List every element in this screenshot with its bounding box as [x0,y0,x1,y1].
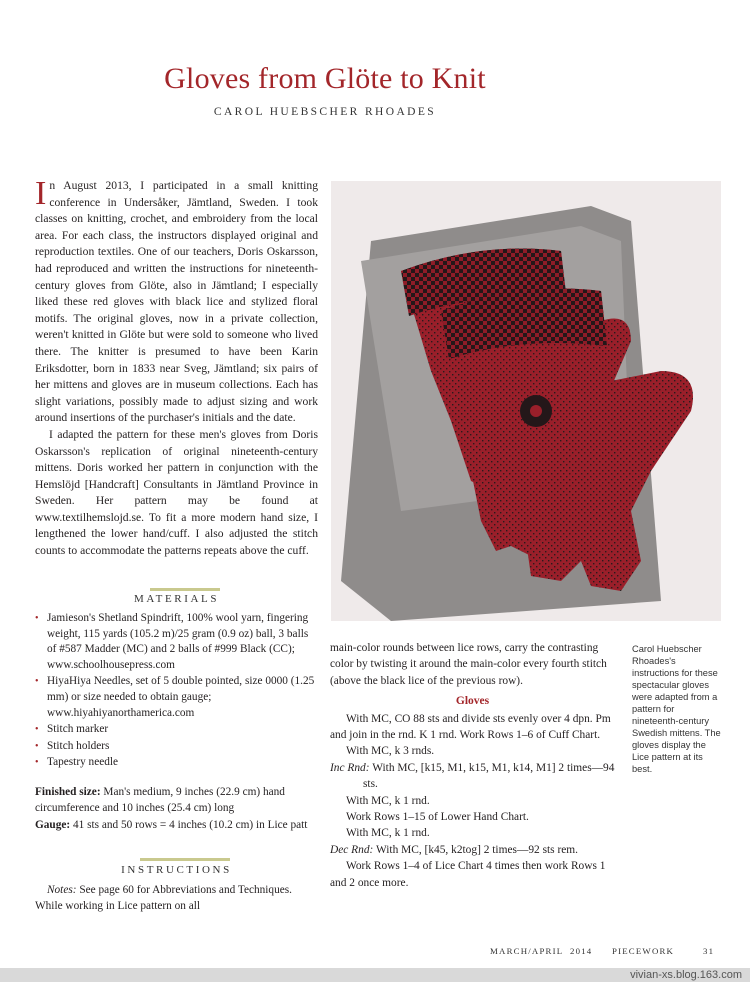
notes-paragraph [35,882,318,915]
pattern-step: Work Rows 1–4 of Lice Chart 4 times then work Rows 1 and 2 once more. [330,860,606,889]
footer-year: 2014 [570,946,593,956]
list-item: • HiyaHiya Needles, set of 5 double pointed, size 0000 (1.25 mm) or size needed to obtain gauge; www.hiyahiyanorthamerica.com [35,674,318,721]
pattern-step: With MC, k 1 rnd. [346,794,430,807]
footer-issue: MARCH/APRIL [490,946,564,956]
notes-label: Notes: [47,884,77,896]
inc-label: Inc Rnd: [330,761,370,774]
gloves-photo [331,181,721,621]
article-title: Gloves from Glöte to Knit [164,62,486,95]
materials-heading: MATERIALS [133,593,220,605]
dec-text: With MC, [k45, k2tog] 2 times—92 sts rem. [373,843,579,856]
pattern-step: With MC, k 1 rnd. [346,827,430,840]
finished-size-label: Finished size: [35,786,101,798]
list-item: • Jamieson's Shetland Spindrift, 100% wool yarn, fingering weight, 115 yards (105.2 m)/25 gram (0.9 oz) ball, 3 balls of #587 Madder (MC) and 2 balls of #999 Black (CC); www.schoolhousepress.com [35,611,318,673]
intro-column [35,175,318,560]
finished-size-text: Man's medium, 9 inches (22.9 cm) hand circumference and 10 inches (25.4 cm) long [35,786,285,815]
pattern-step: With MC, CO 88 sts and divide sts evenly over 4 dpn. Pm and join in the rnd. K 1 rnd. Work Rows 1–6 of Cuff Chart. [330,712,611,742]
list-item: • Stitch holders [35,739,318,755]
instructions-heading: INSTRUCTIONS [121,864,232,876]
gloves-pattern [330,711,615,891]
instructions-continuation: main-color rounds between lice rows, carry the contrasting color by twisting it around the main-color every fourth stitch (above the black lice of the previous row). [330,642,607,687]
instructions-rule [140,858,230,861]
pattern-step [330,760,615,793]
gloves-heading: Gloves [455,695,490,708]
pattern-step [330,842,615,858]
list-item: • Stitch marker [35,722,318,738]
gauge-label: Gauge: [35,818,71,831]
inc-text: With MC, [k15, M1, k15, M1, k14, M1] 2 times—94 sts. [363,761,615,791]
notes-text: See page 60 for Abbreviations and Techniques. While working in Lice pattern on all [35,884,292,913]
finished-size [35,784,318,817]
watermark-text: vivian-xs.blog.163.com [630,969,742,981]
instructions-column [330,640,615,891]
drop-cap: I [35,175,47,212]
gauge [35,817,318,833]
footer-magazine: PIECEWORK [612,946,675,956]
page-number: 31 [703,946,715,956]
list-item: • Tapestry needle [35,755,318,771]
specs-block [35,784,318,833]
notes-block [35,882,318,915]
materials-rule [150,588,220,591]
photo-caption: Carol Huebscher Rhoades's instructions for these spectacular gloves were adapted from a pattern for nineteenth-century Swedish mittens. The gloves display the Lice pattern at its best. [632,644,721,774]
pattern-step: Work Rows 1–15 of Lower Hand Chart. [346,811,529,824]
pattern-step: With MC, k 3 rnds. [346,745,435,758]
intro-text-1: n August 2013, I participated in a small knitting conference in Undersåker, Jämtland, Sweden. I took classes on knitting, crochet, and embroidery from the local area. For each class, the instructors displayed original and reproduction textiles. One of our teachers, Doris Oskarsson, had reproduced and written the instructions for nineteenth-century gloves from Glöte, also in Jämtland; I especially liked these red gloves with black lice and stylized floral motifs. The original gloves, now in a private collection, weren't knitted in Glöte but were sold to someone who lived there. The knitter is presumed to have been Karin Eriksdotter, born in 1833 near Sveg, Jämtland; six pairs of her mittens and gloves are in museum collections. Each has slight variations, possibly made to adjust sizing and work around insertions of the purchaser's initials and the date. [35,179,318,425]
article-author: CAROL HUEBSCHER RHOADES [213,106,437,118]
materials-list [35,611,318,772]
dec-label: Dec Rnd: [330,843,374,856]
gauge-text: 41 sts and 50 rows = 4 inches (10.2 cm) in Lice patt [70,818,308,831]
watermark-bar [0,968,750,982]
intro-paragraph-2: I adapted the pattern for these men's gloves from Doris Oskarsson's replication of original nineteenth-century mittens. Doris worked her pattern in conjunction with the Hemslöjd [Handcraft] Consultants in Jämtland Province in Sweden. Her pattern may be found at www.textilhemslojd.se. To fit a more modern hand size, I lengthened the lower hand/cuff. I also adjusted the stitch counts to accommodate the patterns repeats above the cuff. [35,427,318,558]
intro-paragraph-1 [35,175,318,427]
